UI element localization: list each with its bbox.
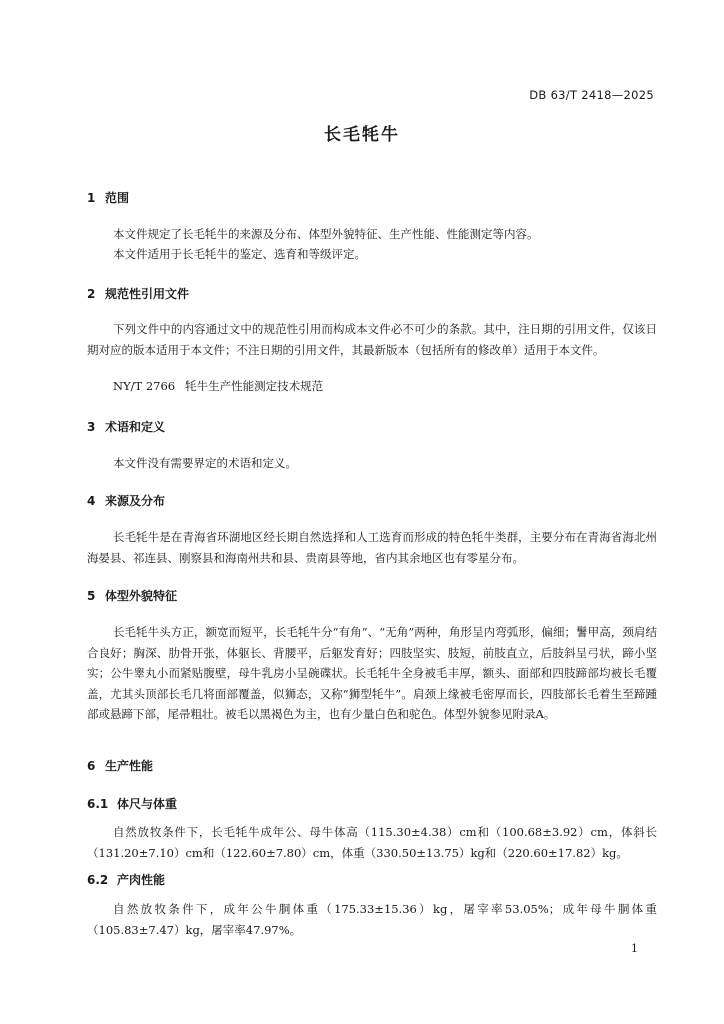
heading-appearance (87, 587, 177, 604)
scope-line-1: 本文件规定了长毛牦牛的来源及分布、体型外貌特征、生产性能、性能测定等内容。 (113, 227, 539, 241)
reference-entry (113, 378, 323, 394)
heading-scope (87, 189, 129, 206)
heading-text: 术语和定义 (105, 420, 166, 434)
heading-text: 来源及分布 (105, 494, 166, 508)
references-paragraph: 下列文件中的内容通过文中的规范性引用而构成本文件必不可少的条款。其中，注日期的引用文件，仅该日期对应的版本适用于本文件；不注日期的引用文件，其最新版本（包括所有的修改单）适用于本文件。 (87, 322, 657, 357)
page-number: 1 (631, 942, 638, 955)
appearance-paragraph: 长毛牦牛头方正，额宽而短平，长毛牦牛分“有角”、“无角”两种，角形呈内弯弧形，偏细；鬐甲高，颈肩结合良好；胸深、肋骨开张，体躯长、背腰平，后躯发育好；四肢坚实、肢短，前肢直立，后肢斜呈弓状，蹄小坚实；公牛睾丸小而紧贴腹壁，母牛乳房小呈碗碟状。长毛牦牛全身被毛丰厚，额头、面部和四肢蹄部均被长毛覆盖，尤其头顶部长毛几将面部覆盖，似狮态，又称“狮型牦牛”。肩颈上缘被毛密厚而长，四肢部长毛着生至蹄踵部或悬蹄下部，尾帚粗壮。被毛以黑褐色为主，也有少量白色和驼色。体型外貌参见附录A。 (87, 625, 657, 721)
heading-text: 产肉性能 (117, 873, 166, 887)
heading-origin-distribution (87, 492, 165, 509)
heading-number: 6.2 (87, 873, 109, 887)
heading-body-size-weight (87, 795, 177, 812)
heading-number: 6 (87, 759, 96, 773)
heading-number: 2 (87, 287, 96, 301)
document-title: 长毛牦牛 (324, 125, 400, 145)
heading-production-performance (87, 757, 153, 774)
scope-line-2: 本文件适用于长毛牦牛的鉴定、选育和等级评定。 (113, 247, 366, 261)
heading-text: 体尺与体重 (117, 797, 178, 811)
terms-line: 本文件没有需要界定的术语和定义。 (113, 456, 297, 470)
heading-number: 1 (87, 191, 96, 205)
heading-text: 规范性引用文件 (105, 287, 190, 301)
heading-number: 5 (87, 589, 96, 603)
reference-title: 牦牛生产性能测定技术规范 (185, 379, 324, 393)
meat-performance-paragraph: 自然放牧条件下，成年公牛胴体重（175.33±15.36）kg，屠宰率53.05%；成年母牛胴体重（105.83±7.47）kg，屠宰率47.97%。 (87, 902, 657, 937)
heading-text: 体型外貌特征 (105, 589, 178, 603)
heading-normative-references (87, 285, 189, 302)
heading-number: 3 (87, 420, 96, 434)
heading-terms-definitions (87, 418, 165, 435)
origin-paragraph: 长毛牦牛是在青海省环湖地区经长期自然选择和人工选育而形成的特色牦牛类群，主要分布在青海省海北州海晏县、祁连县、刚察县和海南州共和县、贵南县等地，省内其余地区也有零星分布。 (87, 530, 657, 565)
heading-number: 6.1 (87, 797, 109, 811)
reference-code: NY/T 2766 (113, 379, 176, 393)
standard-code: DB 63/T 2418—2025 (529, 88, 654, 102)
body-size-paragraph: 自然放牧条件下，长毛牦牛成年公、母牛体高（115.30±4.38）cm和（100.68±3.92）cm，体斜长（131.20±7.10）cm和（122.60±7.80）cm，体重（330.50±13.75）kg和（220.60±17.82）kg。 (87, 825, 657, 860)
heading-text: 范围 (105, 191, 130, 205)
heading-meat-performance (87, 871, 165, 888)
heading-text: 生产性能 (105, 759, 154, 773)
heading-number: 4 (87, 494, 96, 508)
